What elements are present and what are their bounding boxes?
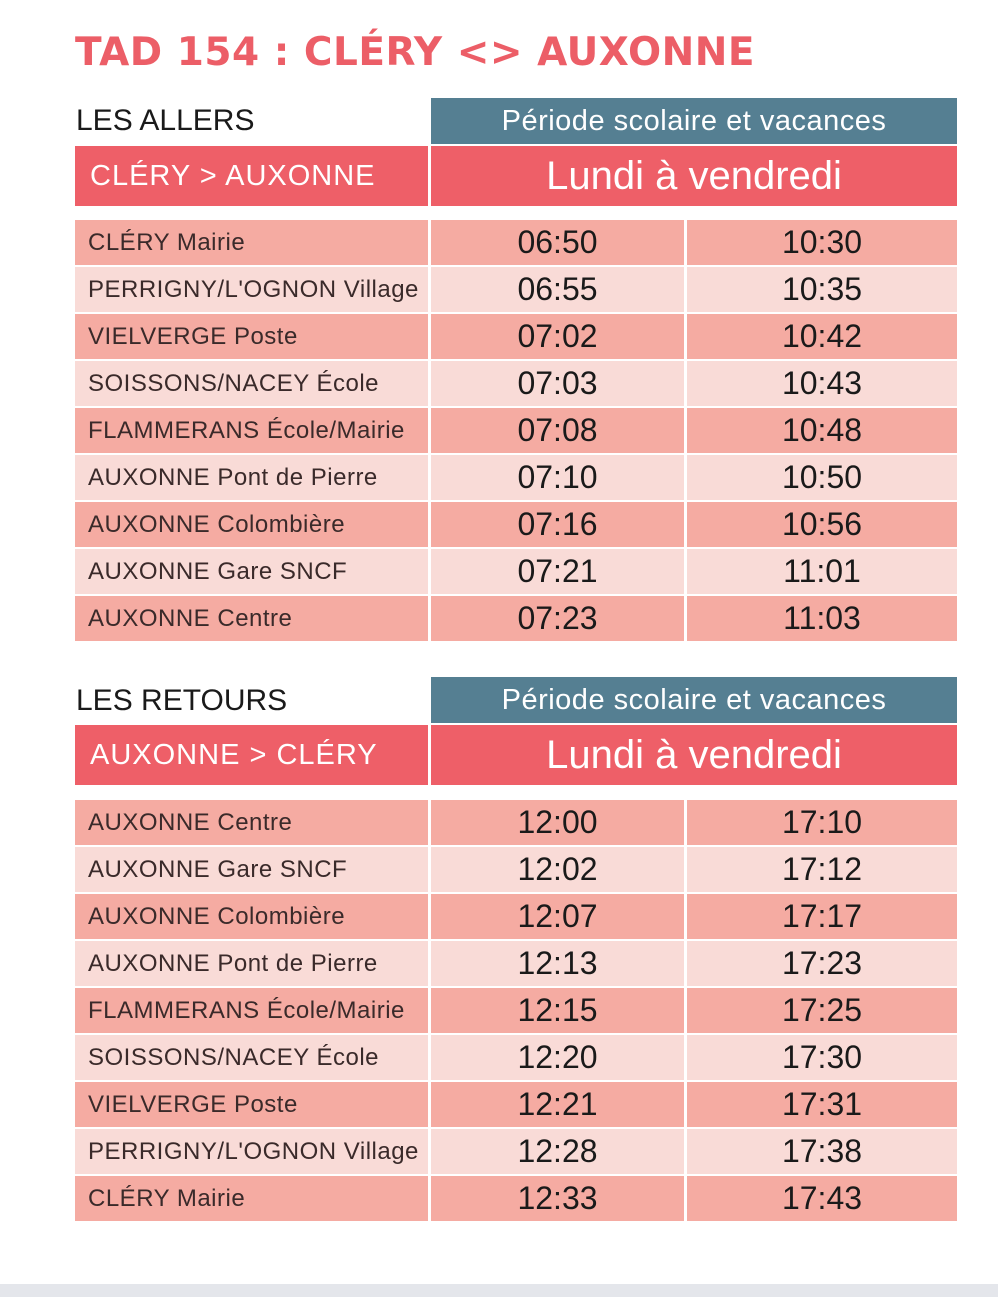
departure-time: 10:35 [687,267,957,312]
table-row [75,988,957,1033]
allers-days-header: Lundi à vendredi [431,146,957,206]
table-row [75,455,957,500]
stop-name: AUXONNE Colombière [75,502,428,547]
departure-time: 10:50 [687,455,957,500]
departure-time: 17:30 [687,1035,957,1080]
stop-name: AUXONNE Centre [75,596,428,641]
departure-time: 11:01 [687,549,957,594]
departure-time: 12:02 [431,847,684,892]
departure-time: 17:25 [687,988,957,1033]
departure-time: 12:28 [431,1129,684,1174]
table-row [75,1176,957,1221]
table-row [75,361,957,406]
departure-time: 10:30 [687,220,957,265]
table-row [75,408,957,453]
departure-time: 12:15 [431,988,684,1033]
departure-time: 11:03 [687,596,957,641]
stop-name: VIELVERGE Poste [75,1082,428,1127]
table-row [75,941,957,986]
table-row [75,502,957,547]
retours-period-header: Période scolaire et vacances [431,677,957,723]
departure-time: 17:43 [687,1176,957,1221]
departure-time: 06:55 [431,267,684,312]
stop-name: CLÉRY Mairie [75,1176,428,1221]
allers-route-header: CLÉRY > AUXONNE [75,146,428,206]
departure-time: 06:50 [431,220,684,265]
allers-label: LES ALLERS [76,104,255,137]
departure-time: 07:23 [431,596,684,641]
departure-time: 17:10 [687,800,957,845]
stop-name: FLAMMERANS École/Mairie [75,988,428,1033]
retours-days-header: Lundi à vendredi [431,725,957,785]
stop-name: AUXONNE Gare SNCF [75,549,428,594]
departure-time: 17:12 [687,847,957,892]
table-row [75,220,957,265]
retours-label: LES RETOURS [76,684,288,717]
stop-name: AUXONNE Pont de Pierre [75,941,428,986]
stop-name: AUXONNE Pont de Pierre [75,455,428,500]
stop-name: AUXONNE Centre [75,800,428,845]
departure-time: 12:33 [431,1176,684,1221]
retours-route-header: AUXONNE > CLÉRY [75,725,428,785]
stop-name: PERRIGNY/L'OGNON Village [75,1129,428,1174]
departure-time: 12:07 [431,894,684,939]
departure-time: 10:56 [687,502,957,547]
departure-time: 07:16 [431,502,684,547]
stop-name: SOISSONS/NACEY École [75,1035,428,1080]
departure-time: 12:00 [431,800,684,845]
stop-name: AUXONNE Gare SNCF [75,847,428,892]
departure-time: 07:08 [431,408,684,453]
departure-time: 10:48 [687,408,957,453]
departure-time: 10:43 [687,361,957,406]
table-row [75,894,957,939]
stop-name: VIELVERGE Poste [75,314,428,359]
table-row [75,549,957,594]
departure-time: 12:13 [431,941,684,986]
table-row [75,596,957,641]
table-row [75,1082,957,1127]
stop-name: CLÉRY Mairie [75,220,428,265]
departure-time: 17:31 [687,1082,957,1127]
table-row [75,267,957,312]
table-row [75,800,957,845]
stop-name: FLAMMERANS École/Mairie [75,408,428,453]
departure-time: 07:21 [431,549,684,594]
page-title: TAD 154 : CLÉRY <> AUXONNE [75,30,756,75]
departure-time: 07:02 [431,314,684,359]
table-row [75,1129,957,1174]
departure-time: 12:21 [431,1082,684,1127]
stop-name: AUXONNE Colombière [75,894,428,939]
table-row [75,314,957,359]
allers-period-header: Période scolaire et vacances [431,98,957,144]
departure-time: 12:20 [431,1035,684,1080]
departure-time: 17:38 [687,1129,957,1174]
table-row [75,847,957,892]
bottom-divider [0,1284,998,1297]
stop-name: PERRIGNY/L'OGNON Village [75,267,428,312]
departure-time: 10:42 [687,314,957,359]
departure-time: 07:03 [431,361,684,406]
departure-time: 17:17 [687,894,957,939]
table-row [75,1035,957,1080]
departure-time: 07:10 [431,455,684,500]
stop-name: SOISSONS/NACEY École [75,361,428,406]
departure-time: 17:23 [687,941,957,986]
